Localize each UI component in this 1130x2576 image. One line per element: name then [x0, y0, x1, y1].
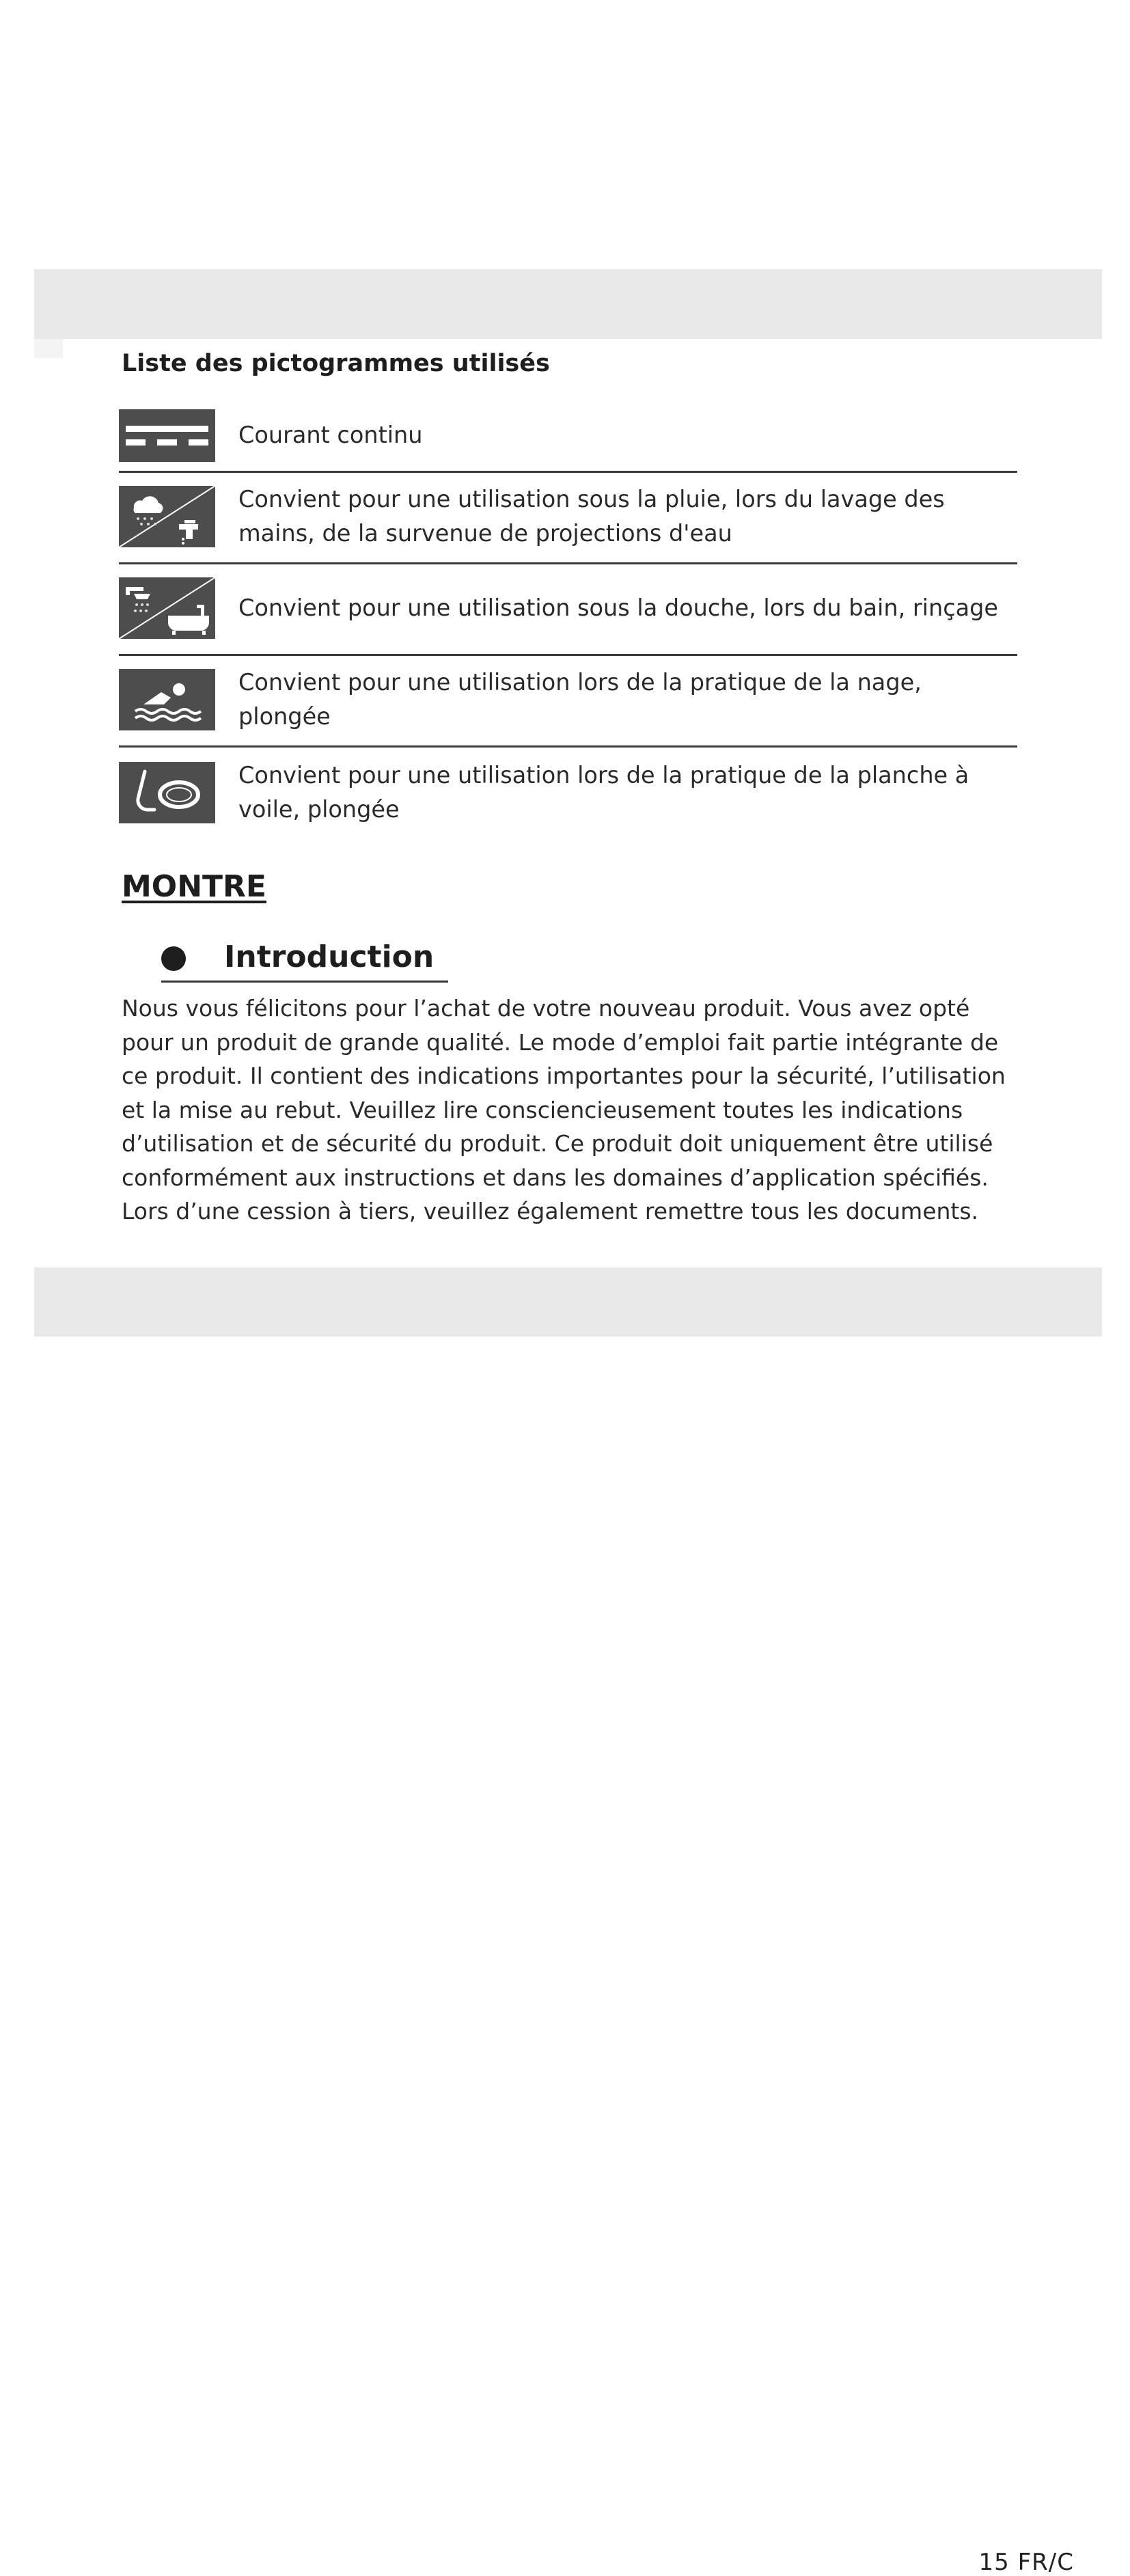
pictogram-row	[119, 654, 1017, 748]
rain-splash-icon	[119, 486, 215, 547]
shower-bath-icon	[119, 577, 215, 639]
pictogram-label: Convient pour une utilisation lors de la pratique de la planche à voile, plongée	[238, 762, 969, 823]
pictogram-row	[119, 471, 1017, 564]
intro-paragraph: Nous vous félicitons pour l’achat de votre nouveau produit. Vous avez opté pour un produit de grande qualité. Le mode d’emploi fait partie intégrante de ce produit. Il contient des indications importantes pour la sécurité, l’utilisation et la mise au rebut. Veuillez lire consciencieusement toutes les indications d’utilisation et de sécurité du produit. Ce produit doit uniquement être utilisé conformément aux instructions et dans les domaines d’application spécifiés. Lors d’une cession à tiers, veuillez également remettre tous les documents.	[122, 995, 1006, 1224]
sub-heading	[161, 940, 448, 983]
pictogram-label: Convient pour une utilisation sous la douche, lors du bain, rinçage	[238, 594, 999, 621]
sub-heading-text: Introduction	[224, 940, 435, 974]
page-number: 15 FR/C	[978, 2549, 1074, 2576]
corner-mark	[34, 339, 63, 358]
pictogram-label: Courant continu	[238, 422, 423, 448]
pictogram-label: Convient pour une utilisation sous la pluie, lors du lavage des mains, de la survenue de projections d'eau	[238, 486, 945, 547]
swimming-icon	[119, 669, 215, 730]
direct-current-icon	[119, 409, 215, 462]
pictogram-row	[119, 745, 1017, 840]
main-heading: MONTRE	[122, 869, 266, 904]
section-title: Liste des pictogrammes utilisés	[122, 350, 550, 377]
pictogram-label: Convient pour une utilisation lors de la pratique de la nage, plongée	[238, 669, 922, 730]
pictogram-row	[119, 562, 1017, 656]
pictogram-row	[119, 400, 1017, 473]
snorkel-icon	[119, 762, 215, 823]
footer-band	[34, 1268, 1102, 2576]
bullet-icon	[161, 946, 186, 971]
header-band	[34, 269, 1102, 339]
